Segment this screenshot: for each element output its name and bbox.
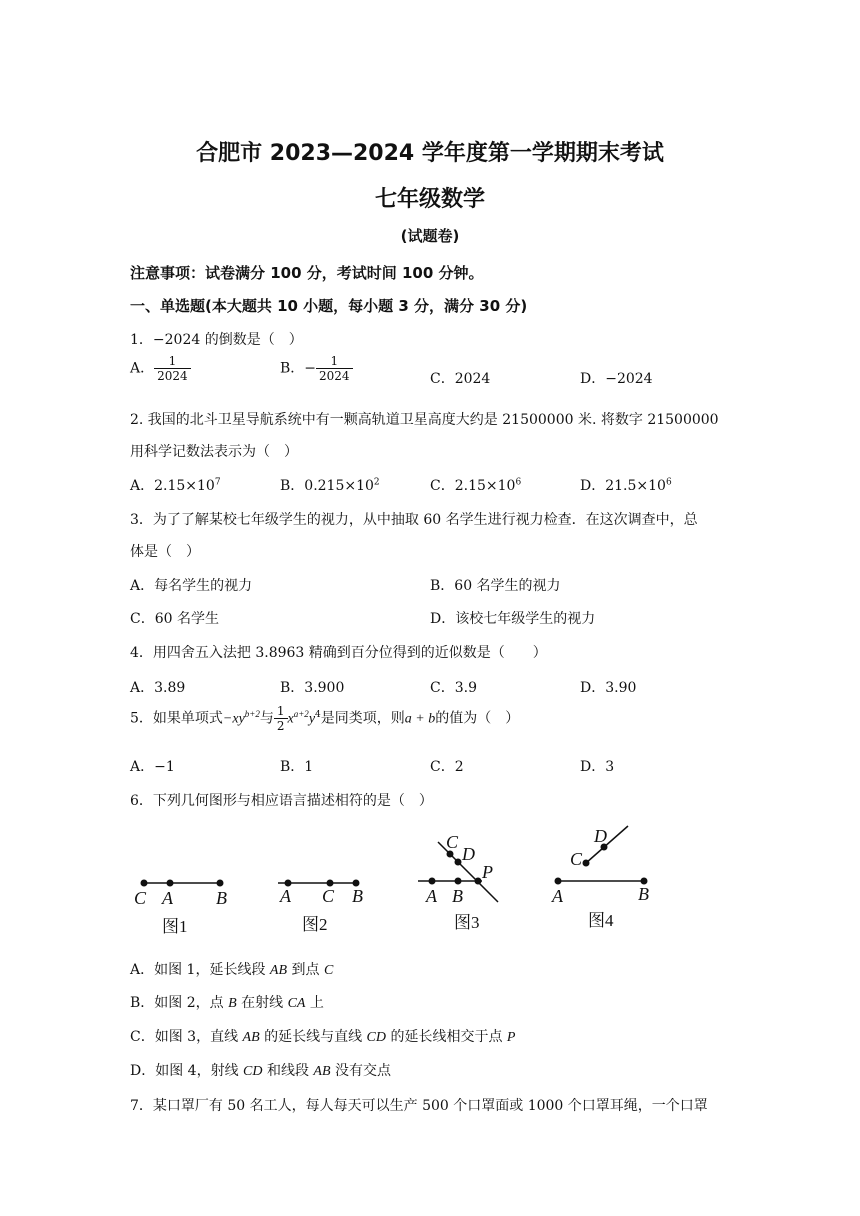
label-d: D [594, 826, 607, 846]
label-b: B [216, 888, 227, 908]
point-b [217, 880, 223, 886]
q1-option-b: B．− $\frac{1}{2024}$ [280, 354, 353, 383]
exam-title: 合肥市 2023—2024 学年度第一学期期末考试 [196, 141, 664, 166]
label-c: C [322, 886, 335, 906]
q1-option-a: A． $\frac{1}{2024}$ [130, 354, 191, 383]
q2-option-d: D．$21.5\times 10^6$ [580, 477, 672, 494]
q2-option-a: A．$2.15\times 10^7$ [130, 477, 221, 494]
q6-option-c: C．如图 3，直线 AB 的延长线与直线 CD 的延长线相交于点 P [130, 1029, 516, 1045]
point-b [455, 878, 461, 884]
point-p [475, 878, 481, 884]
label-a: A [426, 886, 437, 906]
label-a: A [552, 886, 563, 906]
q2-option-c: C．$2.15\times 10^6$ [430, 477, 522, 494]
paper-type: (试题卷) [400, 227, 460, 245]
label-b: B [638, 884, 649, 904]
q5-option-d: D．3 [580, 759, 615, 775]
q2-stem-line1: 2. 我国的北斗卫星导航系统中有一颗高轨道卫星高度大约是 21500000 米. 将数字 21500000 [130, 412, 719, 428]
caption-1: 图1 [162, 917, 188, 936]
q6-figures [120, 818, 680, 948]
q4-option-a: A．3.89 [130, 680, 186, 696]
q2-stem-line2: 用科学记数法表示为（ ） [130, 444, 298, 460]
caption-2: 图2 [302, 915, 328, 934]
figure-2 [278, 880, 363, 934]
q5-option-c: C．2 [430, 759, 464, 775]
point-d [455, 859, 461, 865]
q6-option-b: B．如图 2，点 B 在射线 CA 上 [130, 995, 324, 1011]
caption-3: 图3 [454, 913, 480, 932]
label-p: P [482, 862, 493, 882]
label-c: C [134, 888, 147, 908]
q6-stem: 6．下列几何图形与相应语言描述相符的是（ ） [130, 793, 433, 809]
q4-stem: 4．用四舍五入法把 3.8963 精确到百分位得到的近似数是（ ） [130, 645, 547, 661]
q3-stem-line1: 3．为了了解某校七年级学生的视力，从中抽取 60 名学生进行视力检查．在这次调查中，总 [130, 512, 698, 528]
q2-option-b: B．$0.215\times 10^2$ [280, 477, 380, 494]
q5-option-a: A．−1 [130, 759, 175, 775]
notice: 注意事项：试卷满分 100 分，考试时间 100 分钟。 [130, 264, 484, 282]
q6-option-a: A．如图 1，延长线段 AB 到点 C [130, 962, 334, 978]
q3-option-c: C．60 名学生 [130, 611, 219, 627]
figure-4 [551, 826, 649, 930]
point-a [555, 878, 561, 884]
exam-subtitle: 七年级数学 [374, 187, 485, 212]
point-c [141, 880, 147, 886]
point-c [583, 860, 589, 866]
section-heading: 一、单选题(本大题共 10 小题，每小题 3 分，满分 30 分) [130, 297, 528, 315]
point-a [167, 880, 173, 886]
label-d: D [462, 844, 475, 864]
label-a: A [280, 886, 291, 906]
q5-stem: 5．如果单项式$-xy^{b+2}$与 $\frac{1}{2}$ $x^{a+2}y^4$是同类项，则a + b的值为（ ） [130, 704, 520, 733]
q7-stem: 7．某口罩厂有 50 名工人，每人每天可以生产 500 个口罩面或 1000 个口罩耳绳，一个口罩 [130, 1098, 708, 1114]
label-c: C [446, 832, 459, 852]
q5-option-b: B．1 [280, 759, 314, 775]
q3-stem-line2: 体是（ ） [130, 544, 200, 560]
label-b: B [452, 886, 463, 906]
q1-stem: 1．−2024 的倒数是（ ） [130, 332, 303, 348]
q3-option-d: D．该校七年级学生的视力 [430, 611, 596, 627]
q1-option-d: D．−2024 [580, 371, 653, 387]
q4-option-d: D．3.90 [580, 680, 637, 696]
q3-option-b: B．60 名学生的视力 [430, 578, 561, 594]
q4-option-b: B．3.900 [280, 680, 345, 696]
label-a: A [162, 888, 173, 908]
label-c: C [570, 849, 583, 869]
q6-option-d: D．如图 4，射线 CD 和线段 AB 没有交点 [130, 1063, 391, 1079]
q3-option-a: A．每名学生的视力 [130, 578, 253, 594]
label-b: B [352, 886, 363, 906]
point-a [429, 878, 435, 884]
caption-4: 图4 [588, 911, 614, 930]
figure-1 [134, 880, 227, 936]
q1-option-c: C．2024 [430, 371, 491, 387]
figure-3 [418, 832, 498, 932]
q4-option-c: C．3.9 [430, 680, 477, 696]
